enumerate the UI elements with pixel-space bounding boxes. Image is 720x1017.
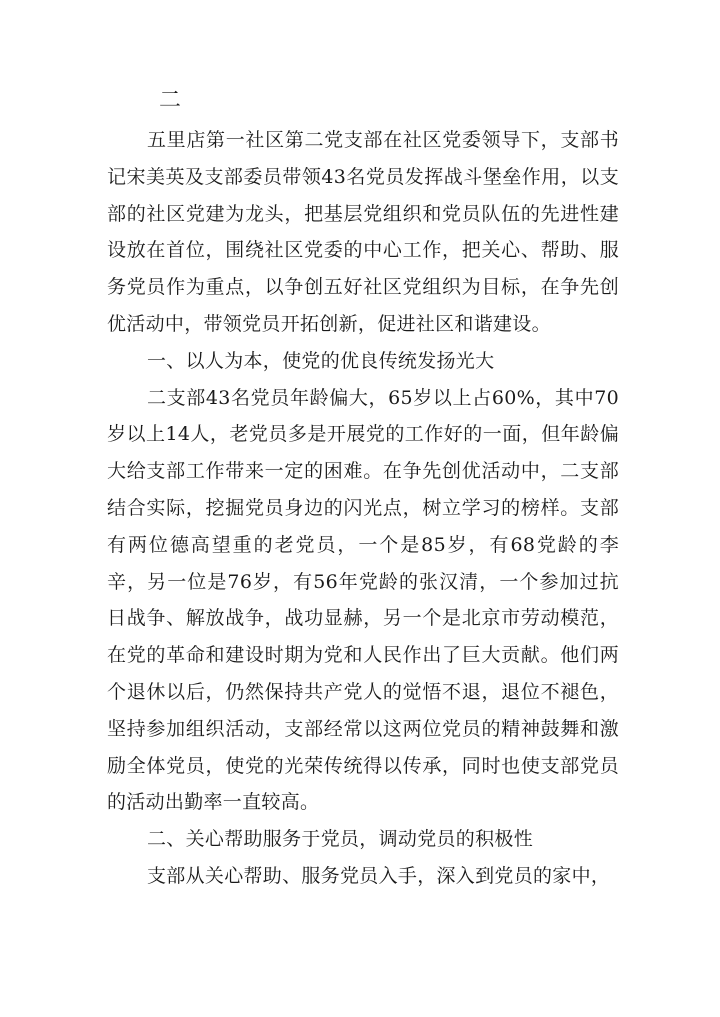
section-heading-2: 二、关心帮助服务于党员，调动党员的积极性 — [147, 828, 534, 851]
section-marker: 二 — [159, 88, 184, 113]
section-1-paragraph: 二支部43名党员年龄偏大，65岁以上占60%，其中70岁以上14人，老党员多是开展党的工作好的一面，但年龄偏大给支部工作带来一定的困难。在争先创优活动中，二支部结合实际，挖掘党员身边的闪光点，树立学习的榜样。支部有两位德高望重的老党员，一个是85岁，有68党龄的李辛，另一位是76岁，有56年党龄的张汉清，一个参加过抗日战争、解放战争，战功显赫，另一个是北京市劳动模范，在党的革命和建设时期为党和人民作出了巨大贡献。他们两个退休以后，仍然保持共产党人的觉悟不退，退位不褪色，坚持参加组织活动，支部经常以这两位党员的精神鼓舞和激励全体党员，使党的光荣传统得以传承，同时也使支部党员的活动出勤率一直较高。 — [107, 386, 619, 814]
document-page — [107, 86, 619, 895]
section-heading-1: 一、以人为本，使党的优良传统发扬光大 — [147, 349, 495, 372]
intro-paragraph: 五里店第一社区第二党支部在社区党委领导下，支部书记宋美英及支部委员带领43名党员发挥战斗堡垒作用，以支部的社区党建为龙头，把基层党组织和党员队伍的先进性建设放在首位，围绕社区党委的中心工作，把关心、帮助、服务党员作为重点，以争创五好社区党组织为目标，在争先创优活动中，带领党员开拓创新，促进社区和谐建设。 — [107, 129, 619, 335]
section-2-paragraph: 支部从关心帮助、服务党员入手，深入到党员的家中， — [147, 864, 611, 887]
